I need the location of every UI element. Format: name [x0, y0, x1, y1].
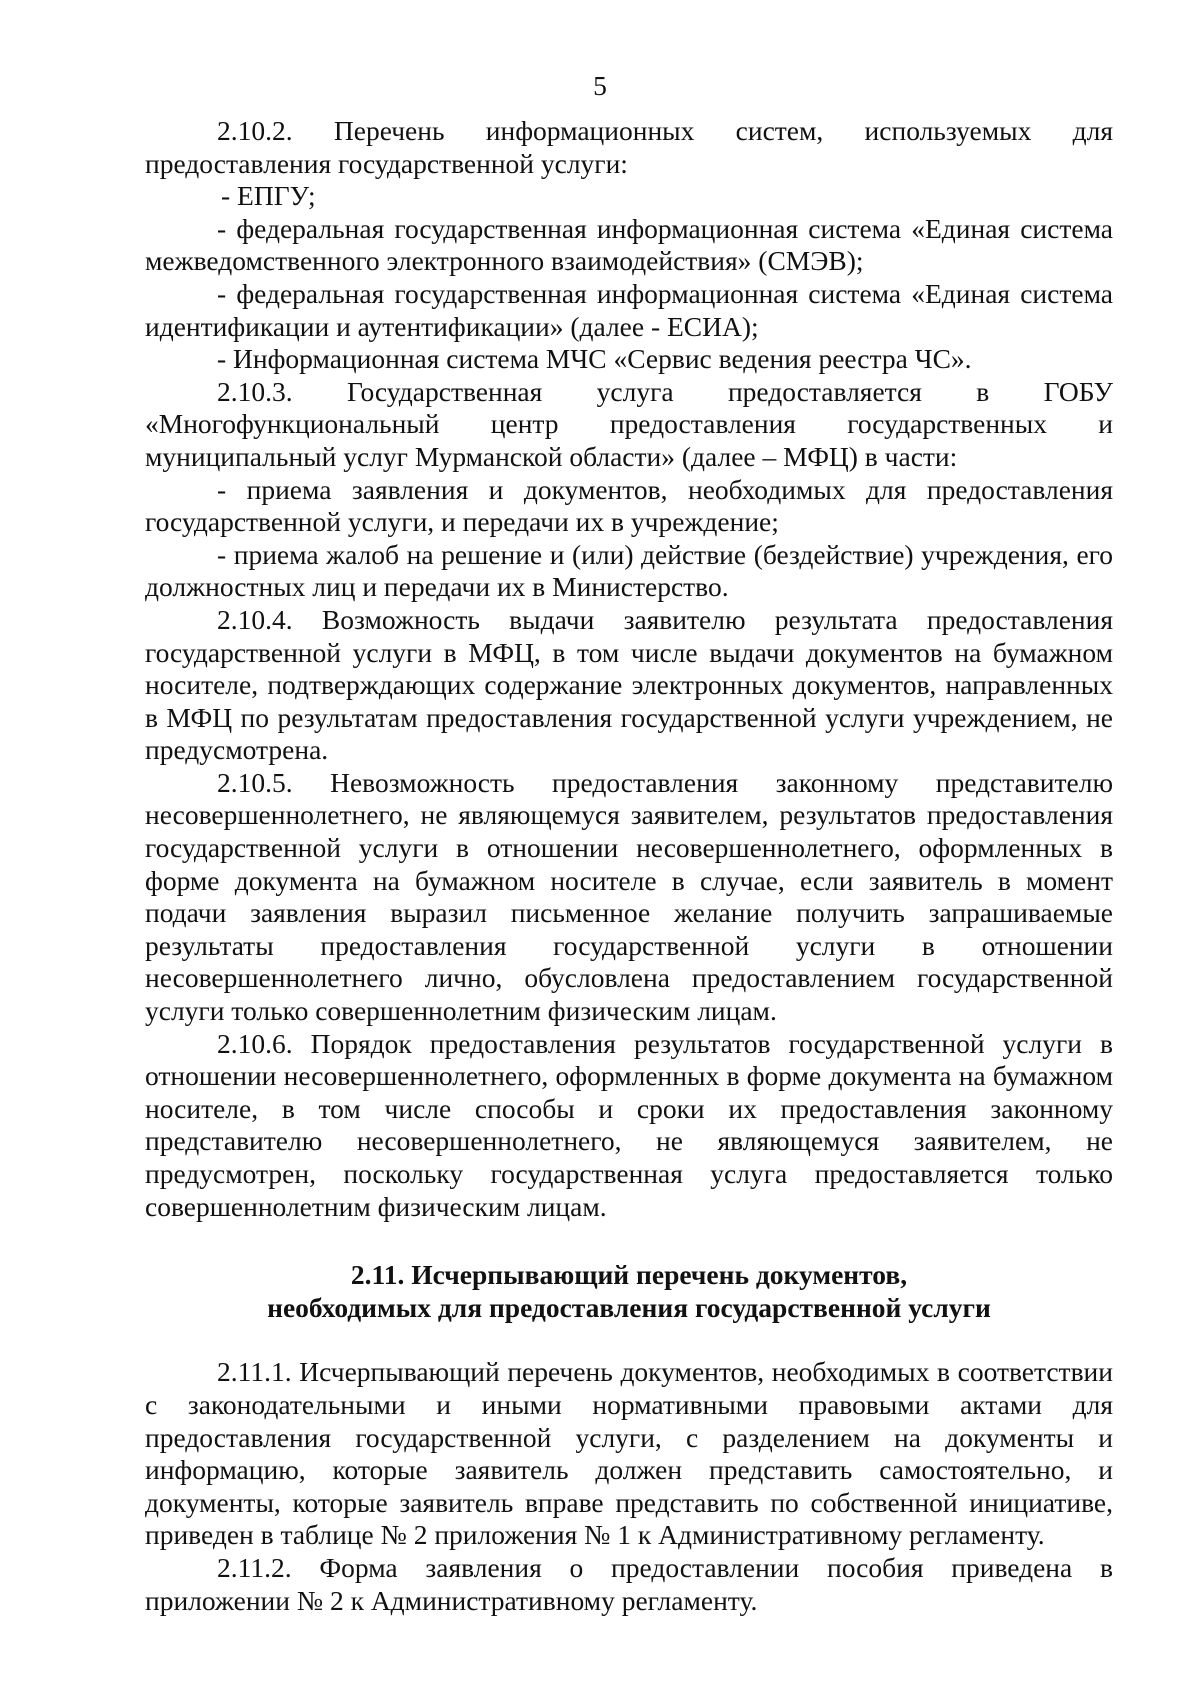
list-item-complaint-intake: - приема жалоб на решение и (или) действие (бездействие) учреждения, его должностных лиц и передачи их в Министерство.	[145, 538, 1113, 603]
document-body	[145, 115, 1113, 1617]
list-item-mchs-system: - Информационная система МЧС «Сервис ведения реестра ЧС».	[217, 343, 972, 375]
page-number: 5	[593, 70, 607, 101]
list-item-esia: - федеральная государственная информационная система «Единая система идентификации и аутентификации» (далее - ЕСИА);	[145, 277, 1113, 342]
section-heading-line-2: необходимых для предоставления государственной услуги	[267, 1291, 991, 1323]
paragraph-2-10-6: 2.10.6. Порядок предоставления результатов государственной услуги в отношении несовершеннолетнего, оформленных в форме документа на бумажном носителе, в том числе способы и сроки их предоставления законному представителю несовершеннолетнего, не являющемуся заявителем, не предусмотрен, поскольку государственная услуга предоставляется только совершеннолетним физическим лицам.	[145, 1027, 1113, 1222]
paragraph-2-10-2: 2.10.2. Перечень информационных систем, используемых для предоставления государственной услуги:	[145, 115, 1113, 179]
paragraph-2-10-3: 2.10.3. Государственная услуга предоставляется в ГОБУ «Многофункциональный центр предоставления государственных и муниципальный услуг Мурманской области» (далее – МФЦ) в части:	[145, 375, 1113, 472]
paragraph-2-11-1: 2.11.1. Исчерпывающий перечень документов, необходимых в соответствии с законодательными и иными нормативными правовыми актами для предоставления государственной услуги, с разделением на документы и информацию, которые заявитель должен представить самостоятельно, и документы, которые заявитель вправе представить по собственной инициативе, приведен в таблице № 2 приложения № 1 к Административному регламенту.	[145, 1356, 1113, 1551]
paragraph-2-10-4: 2.10.4. Возможность выдачи заявителю результата предоставления государственной услуги в МФЦ, в том числе выдачи документов на бумажном носителе, подтверждающих содержание электронных документов, направленных в МФЦ по результатам предоставления государственной услуги учреждением, не предусмотрена.	[145, 603, 1113, 766]
list-item-epgu: - ЕПГУ;	[221, 180, 316, 212]
section-heading-2-11	[145, 1259, 1113, 1324]
list-item-application-intake: - приема заявления и документов, необходимых для предоставления государственной услуги, и передачи их в учреждение;	[145, 473, 1113, 538]
section-heading-line-1: 2.11. Исчерпывающий перечень документов,	[350, 1259, 908, 1291]
list-item-smev: - федеральная государственная информационная система «Единая система межведомственного электронного взаимодействия» (СМЭВ);	[145, 212, 1113, 277]
paragraph-2-10-5: 2.10.5. Невозможность предоставления законному представителю несовершеннолетнего, не являющемуся заявителем, результатов предоставления государственной услуги в отношении несовершеннолетнего, оформленных в форме документа на бумажном носителе в случае, если заявитель в момент подачи заявления выразил письменное желание получить запрашиваемые результаты предоставления государственной услуги в отношении несовершеннолетнего лично, обусловлена предоставлением государственной услуги только совершеннолетним физическим лицам.	[145, 766, 1113, 1027]
paragraph-2-11-2: 2.11.2. Форма заявления о предоставлении пособия приведена в приложении № 2 к Административному регламенту.	[145, 1551, 1113, 1616]
